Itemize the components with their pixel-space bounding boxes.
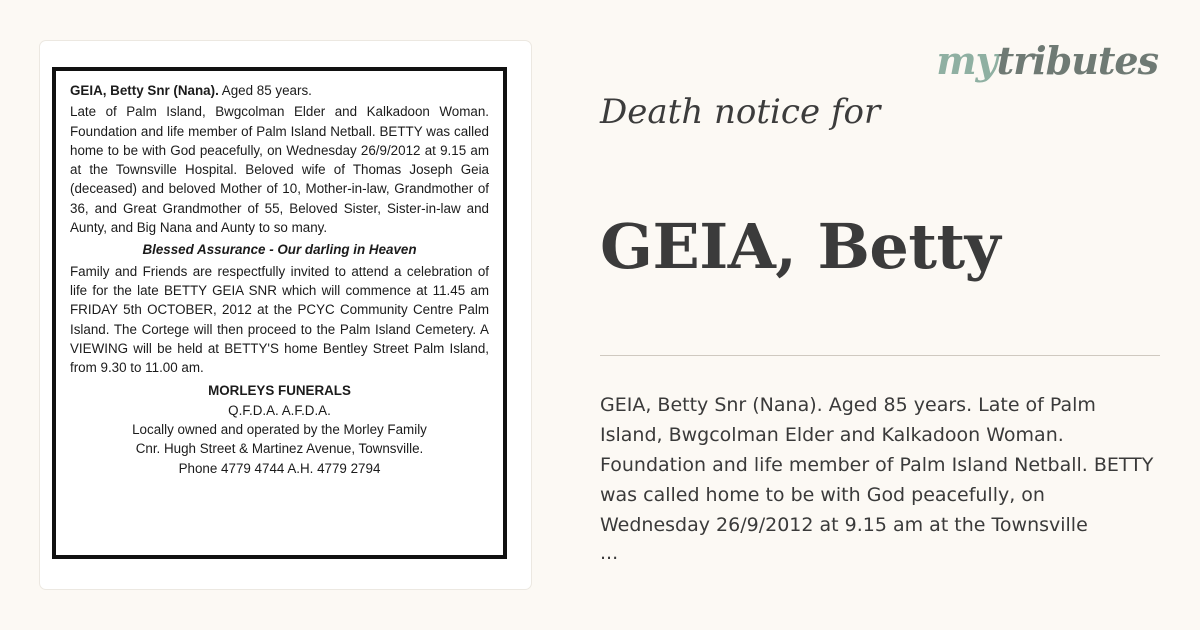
notice-paragraph-1: Late of Palm Island, Bwgcolman Elder and Kalkadoon Woman. Foundation and life member of Palm Island Netball. BETTY was called home to be with God peacefully, on Wednesday 26/9/2012 at 9.15 am at the Townsville Hospital. Beloved wife of Thomas Joseph Geia (deceased) and beloved Mother of 10, Mother-in-law, Grandmother of 36, and Great Grandmother of 55, Beloved Sister, Sister-in-law and Aunty, and Big Nana and Aunty to so many.	[70, 104, 489, 236]
newspaper-clipping	[52, 67, 507, 559]
logo-my: my	[936, 38, 997, 83]
funeral-accreditation: Q.F.D.A. A.F.D.A.	[228, 402, 331, 418]
notice-excerpt: GEIA, Betty Snr (Nana). Aged 85 years. Late of Palm Island, Bwgcolman Elder and Kalkadoon Woman. Foundation and life member of Palm Island Netball. BETTY was called home to be with God peacefully, on Wednesday 26/9/2012 at 9.15 am at the Townsville	[600, 394, 1154, 536]
page-kicker: Death notice for	[600, 92, 881, 132]
funeral-home-name: MORLEYS FUNERALS	[208, 383, 351, 399]
page-title: GEIA, Betty	[600, 210, 1001, 283]
mytributes-logo[interactable]	[936, 38, 1158, 83]
notice-lead	[70, 81, 489, 100]
notice-motto: Blessed Assurance - Our darling in Heaven	[142, 242, 417, 258]
notice-paragraph-2: Family and Friends are respectfully invited to attend a celebration of life for the late BETTY GEIA SNR which will commence at 11.45 am FRIDAY 5th OCTOBER, 2012 at the PCYC Community Centre Palm Island. The Cortege will then proceed to the Palm Island Cemetery. A VIEWING will be held at BETTY'S home Bentley Street Palm Island, from 9.30 to 11.00 am.	[70, 263, 489, 376]
divider	[600, 355, 1160, 356]
logo-tributes: tributes	[996, 38, 1158, 83]
funeral-ownership: Locally owned and operated by the Morley Family	[132, 422, 427, 438]
notice-lead-age: Aged 85 years.	[218, 83, 312, 98]
notice-lead-name: GEIA, Betty Snr (Nana).	[70, 83, 219, 98]
funeral-address: Cnr. Hugh Street & Martinez Avenue, Townsville.	[135, 441, 424, 457]
notice-image-card[interactable]	[40, 41, 531, 589]
funeral-phone: Phone 4779 4744 A.H. 4779 2794	[178, 460, 381, 476]
excerpt-ellipsis: ...	[600, 542, 619, 564]
